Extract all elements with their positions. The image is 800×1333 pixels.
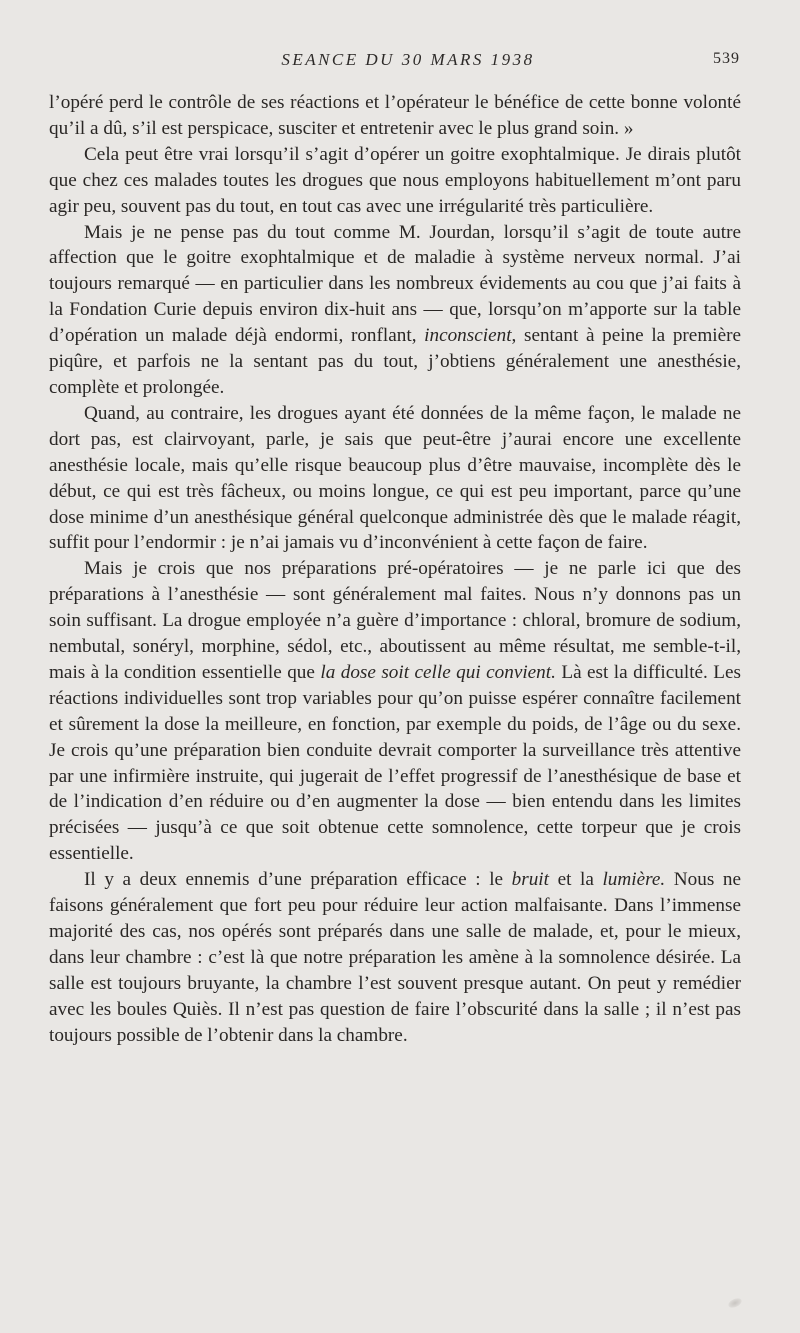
text-run: Cela peut être vrai lorsqu’il s’agit d’opérer un goitre exophtalmique. Je dirais plutôt que chez ces malades toutes les drogues que nous employons habituellement m’ont paru agir peu, souvent pas du tout, en tout cas avec une irrégularité très particulière. (49, 143, 741, 217)
paragraph (49, 142, 741, 220)
body-text (49, 90, 741, 1049)
paragraph (49, 556, 741, 867)
text-run: , sentant à peine la première piqûre, et parfois ne la sentant pas du tout, j’obtiens généralement une anesthésie, complète et prolongée. (49, 325, 741, 398)
running-title: SEANCE DU 30 MARS 1938 (281, 50, 535, 69)
running-header (76, 50, 740, 72)
italic-text: inconscient (424, 325, 512, 347)
italic-text: bruit (511, 869, 549, 891)
paragraph (49, 220, 741, 401)
page-number: 539 (713, 50, 740, 67)
italic-text: lumière. (602, 869, 666, 891)
text-run: Mais je ne pense pas du tout comme M. Jourdan, lorsqu’il s’agit de toute autre affection que le goitre exophtalmique et de maladie à système nerveux normal. J’ai toujours remarqué — en particulier dans les nombreux évidements au cou que j’ai faits à la Fondation Curie depuis environ dix-huit ans — que, lorsqu’on m’apporte sur la table d’opération un malade déjà endormi, ronflant, (49, 221, 741, 347)
text-run: Il y a deux ennemis d’une préparation efficace : le (84, 869, 512, 891)
paragraph (49, 90, 741, 142)
paper-smudge-mark (727, 1296, 743, 1309)
text-run: Nous ne faisons généralement que fort peu pour réduire leur action malfaisante. Dans l’immense majorité des cas, nos opérés sont préparés dans une salle de malade, et, pour le mieux, dans leur chambre : c’est là que notre préparation les amène à la somnolence désirée. La salle est toujours bruyante, la chambre l’est souvent presque autant. On peut y remédier avec les boules Quiès. Il n’est pas question de faire l’obscurité dans la salle ; il n’est pas toujours possible de l’obtenir dans la chambre. (49, 869, 741, 1046)
paragraph (49, 401, 741, 556)
italic-text: la dose soit celle qui convient. (320, 661, 556, 683)
text-run: et la (548, 869, 603, 891)
text-run: Mais je crois que nos préparations pré-opératoires — je ne parle ici que des préparations à l’anesthésie — sont généralement mal faites. Nous n’y donnons pas un soin suffisant. La drogue employée n’a guère d’importance : chloral, bromure de sodium, nembutal, sonéryl, morphine, sédol, etc., aboutissent au même résultat, me semble-t-il, mais à la condition essentielle que (49, 558, 741, 683)
text-run: Là est la difficulté. Les réactions individuelles sont trop variables pour qu’on puisse espérer connaître facilement et sûrement la dose la meilleure, en fonction, par exemple du poids, de l’âge ou du sexe. Je crois qu’une préparation bien conduite devrait comporter la surveillance très attentive par une infirmière instruite, qui jugerait de l’effet progressif de l’anesthésique de base et de l’indication d’en réduire ou d’en augmenter la dose — bien entendu dans les limites précisées — jusqu’à ce que soit obtenue cette somnolence, cette torpeur que je crois essentielle. (49, 661, 741, 865)
text-run: Quand, au contraire, les drogues ayant été données de la même façon, le malade ne dort pas, est clairvoyant, parle, je sais que peut-être j’aurai encore une excellente anesthésie locale, mais qu’elle risque beaucoup plus d’être mauvaise, incomplète dès le début, ce qui est très fâcheux, ou moins longue, ce qui est peu important, parce qu’une dose minime d’un anesthésique général quelconque administrée dès que le malade réagit, suffit pour l’endormir : je n’ai jamais vu d’inconvénient à cette façon de faire. (49, 402, 741, 554)
text-run: l’opéré perd le contrôle de ses réactions et l’opérateur le bénéfice de cette bonne volonté qu’il a dû, s’il est perspicace, susciter et entretenir avec le plus grand soin. » (49, 92, 741, 139)
paragraph (49, 867, 741, 1048)
